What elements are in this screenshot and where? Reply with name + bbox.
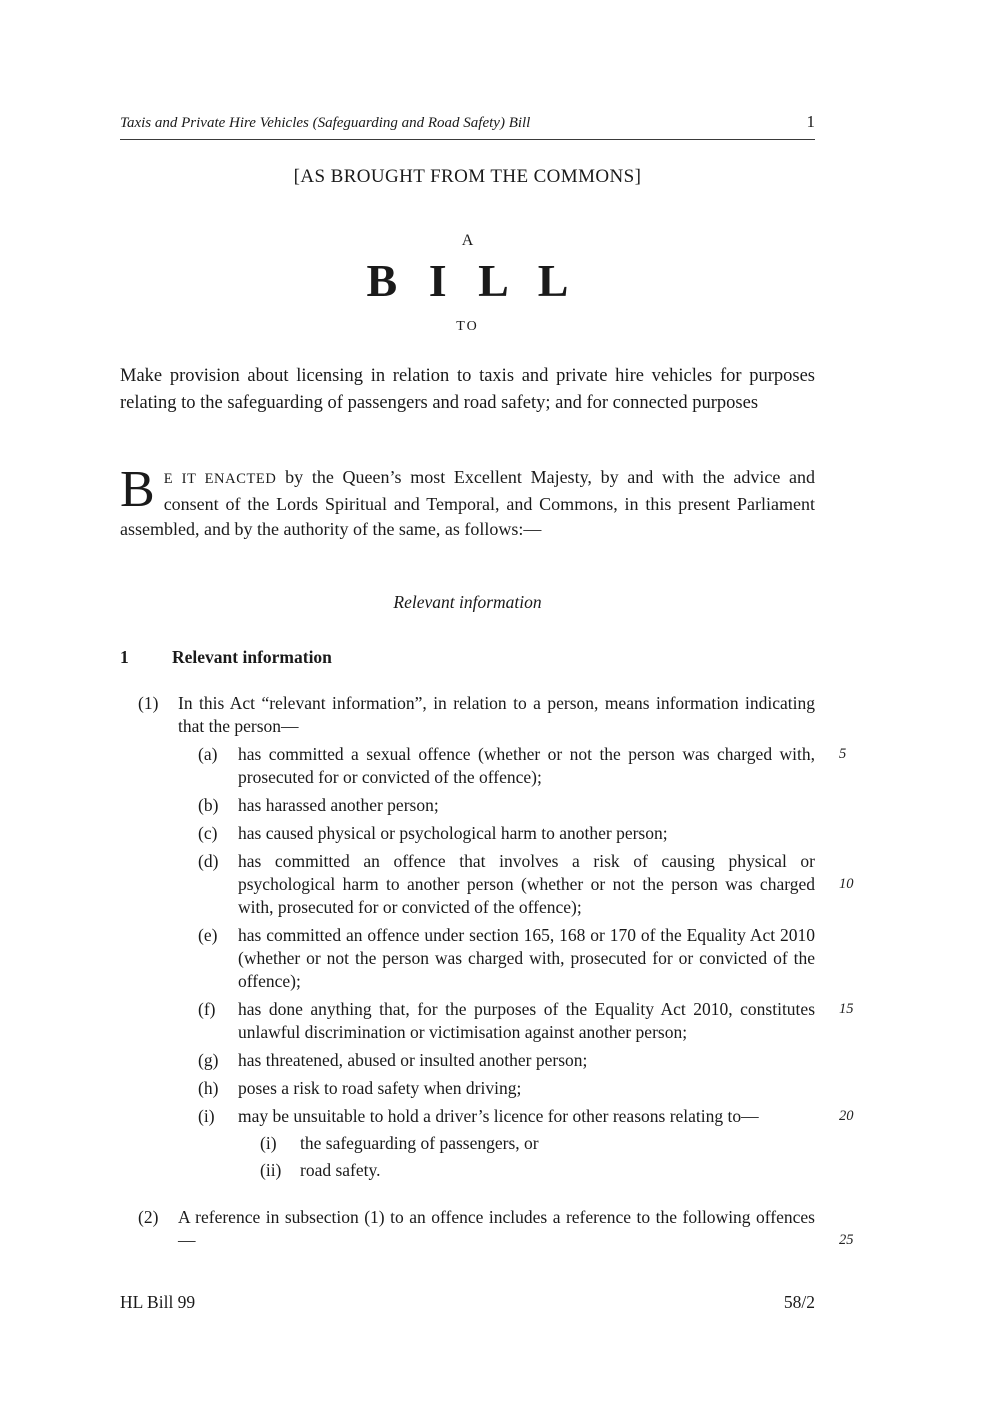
- item-label: (e): [198, 925, 218, 945]
- page-content: [120, 112, 854, 1252]
- item-text: may be unsuitable to hold a driver’s licence for other reasons relating to—: [238, 1106, 759, 1126]
- item-label: (f): [198, 999, 216, 1019]
- item-text: has caused physical or psychological harm to another person;: [238, 823, 668, 843]
- line-number-25: 25: [839, 1232, 854, 1248]
- item-text: has done anything that, for the purposes of the Equality Act 2010, constitutes unlawful discrimination or victimisation against another person;: [238, 999, 815, 1042]
- item-body: [238, 1105, 815, 1182]
- clause-heading: [120, 647, 815, 668]
- list-item-g: [198, 1049, 815, 1072]
- subitem-i: [260, 1132, 815, 1155]
- subitem-label: (ii): [260, 1160, 282, 1180]
- list-item-i: [198, 1105, 854, 1182]
- item-text: has harassed another person;: [238, 795, 439, 815]
- list-item-d: [198, 850, 854, 919]
- subsection-text: A reference in subsection (1) to an offence includes a reference to the following offences—: [178, 1207, 815, 1250]
- session-code: 58/2: [783, 1292, 815, 1312]
- bill-print-number: HL Bill 99: [120, 1292, 196, 1312]
- bill-to-label: TO: [456, 319, 479, 334]
- item-text: has committed an offence under section 165, 168 or 170 of the Equality Act 2010 (whether or not the person was charged with, prosecuted for or convicted of the offence);: [238, 925, 815, 991]
- subsection-number: (2): [138, 1207, 159, 1227]
- item-label: (d): [198, 851, 219, 871]
- item-label: (b): [198, 795, 219, 815]
- line-number-5: 5: [839, 746, 847, 762]
- running-header: [120, 112, 815, 140]
- list-item-c: [198, 822, 815, 845]
- item-text: poses a risk to road safety when driving;: [238, 1078, 522, 1098]
- item-label: (i): [198, 1106, 215, 1126]
- item-label: (a): [198, 744, 218, 764]
- enacting-text: by the Queen’s most Excellent Majesty, by and with the advice and consent of the Lords Spiritual and Temporal, and Commons, in this present Parliament assembled, and by the authority of the same, as follows:—: [120, 467, 815, 539]
- list-item-b: [198, 794, 815, 817]
- list-item-h: [198, 1077, 815, 1100]
- item-label: (c): [198, 823, 218, 843]
- clause-title: Relevant information: [172, 647, 332, 667]
- page-footer: [120, 1292, 815, 1313]
- list-item-e: [198, 924, 815, 993]
- list-item-f: [198, 998, 854, 1044]
- paragraph-list: [178, 743, 854, 1182]
- line-number-10: 10: [839, 876, 854, 892]
- subitem-ii: [260, 1159, 815, 1182]
- long-title: Make provision about licensing in relation to taxis and private hire vehicles for purposes relating to the safeguarding of passengers and road safety; and for connected purposes: [120, 366, 815, 413]
- clause-number: 1: [120, 647, 129, 667]
- item-text: has committed a sexual offence (whether or not the person was charged with, prosecuted for or convicted of the offence);: [238, 744, 815, 787]
- line-number-20: 20: [839, 1108, 854, 1124]
- item-text: has threatened, abused or insulted another person;: [238, 1050, 588, 1070]
- subsection-text: In this Act “relevant information”, in relation to a person, means information indicating that the person—: [178, 693, 815, 736]
- crossheading: Relevant information: [393, 592, 542, 612]
- subsection-2: [120, 1206, 854, 1252]
- line-number-15: 15: [839, 1001, 854, 1017]
- page-number: 1: [806, 112, 815, 131]
- item-label: (h): [198, 1078, 219, 1098]
- enacting-smallcaps: E IT ENACTED: [163, 471, 277, 487]
- subitem-label: (i): [260, 1133, 277, 1153]
- bill-letter-a: A: [461, 232, 474, 249]
- item-label: (g): [198, 1050, 219, 1070]
- subsection-number: (1): [138, 693, 159, 713]
- subsection-1: [120, 692, 854, 1182]
- brought-from-commons-line: [AS BROUGHT FROM THE COMMONS]: [293, 166, 642, 187]
- subitem-text: the safeguarding of passengers, or: [300, 1133, 539, 1153]
- subsection-body: [178, 1206, 854, 1252]
- enacting-drop-cap: B: [120, 461, 155, 518]
- enacting-formula: [120, 461, 815, 542]
- running-header-title: Taxis and Private Hire Vehicles (Safeguarding and Road Safety) Bill: [120, 115, 531, 131]
- list-item-a: [198, 743, 847, 789]
- bill-title: B I L L: [366, 255, 579, 306]
- subparagraph-list: [238, 1132, 815, 1182]
- item-text: has committed an offence that involves a risk of causing physical or psychological harm to another person (whether or not the person was charged with, prosecuted for or convicted of the offence);: [238, 851, 815, 917]
- subitem-text: road safety.: [300, 1160, 381, 1180]
- subsection-body: [178, 692, 854, 1182]
